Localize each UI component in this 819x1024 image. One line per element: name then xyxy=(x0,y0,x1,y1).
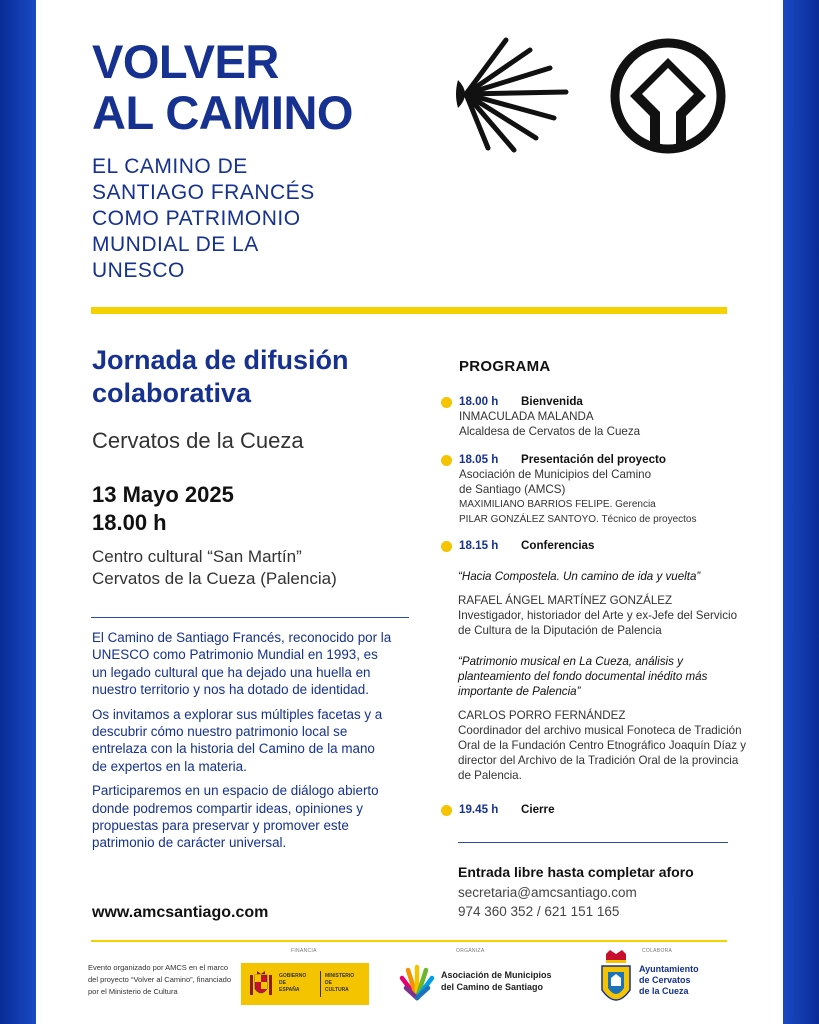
program-item: 19.45 h Cierre xyxy=(441,802,741,817)
bullet-dot xyxy=(441,397,452,408)
yellow-divider xyxy=(91,307,727,314)
cervatos-coat-of-arms-icon xyxy=(598,950,634,1012)
footer-note: Evento organizado por AMCS en el marco del proyecto “Volver al Camino”, financiado por el Ministerio de Cultura xyxy=(88,963,231,996)
email-link[interactable]: secretaria@amcsantiago.com xyxy=(458,885,637,900)
description-paragraph: Participaremos en un espacio de diálogo abierto donde podremos compartir ideas, opiniones y propuestas para preservar y promover este patrimonio de carácter universal. xyxy=(92,783,379,851)
footer-divider xyxy=(91,940,727,942)
program-title: PROGRAMA xyxy=(459,358,551,375)
poster xyxy=(36,0,783,1024)
amcs-logo-icon xyxy=(398,964,436,1002)
gobierno-text: GOBIERNO DE ESPAÑA xyxy=(279,973,307,993)
bullet-dot xyxy=(441,455,452,466)
ayuntamiento-name: Ayuntamiento de Cervatos de la Cueza xyxy=(639,964,699,996)
event-venue: Centro cultural “San Martín” Cervatos de la Cueza (Palencia) xyxy=(92,547,337,588)
program-item: 18.00 h Bienvenida INMACULADA MALANDA Alcaldesa de Cervatos de la Cueza xyxy=(441,394,741,439)
description-paragraph: El Camino de Santiago Francés, reconocido por la UNESCO como Patrimonio Mundial en 1993, es un legado cultural que ha dejado una huella en nuestro territorio y nos ha dotado de identidad. xyxy=(92,630,392,698)
phone-numbers: 974 360 352 / 621 151 165 xyxy=(458,904,620,919)
gobierno-logo xyxy=(241,963,369,1005)
world-heritage-icon xyxy=(608,36,728,156)
logo-separator xyxy=(320,971,321,997)
label-financia: FINANCIA xyxy=(291,948,317,954)
program-item: 18.15 h Conferencias xyxy=(441,538,741,553)
bullet-dot xyxy=(441,541,452,552)
event-title: Jornada de difusión colaborativa xyxy=(92,345,349,408)
main-title: VOLVER AL CAMINO xyxy=(92,35,353,139)
website-link[interactable]: www.amcsantiago.com xyxy=(92,904,269,921)
label-colabora: COLABORA xyxy=(642,948,673,954)
talk: “Hacia Compostela. Un camino de ida y vuelta” RAFAEL ÁNGEL MARTÍNEZ GONZÁLEZ Investigador, historiador del Arte y ex-Jefe del Servicio de Cultura de la Diputación de Palencia xyxy=(458,570,738,637)
label-organiza: ORGANIZA xyxy=(456,948,485,954)
subtitle: EL CAMINO DE SANTIAGO FRANCÉS COMO PATRIMONIO MUNDIAL DE LA UNESCO xyxy=(92,155,315,282)
spain-coat-of-arms-icon xyxy=(247,969,275,999)
ministerio-text: MINISTERIO DE CULTURA xyxy=(325,973,355,993)
description xyxy=(92,629,392,859)
bullet-dot xyxy=(441,805,452,816)
scallop-shell-icon xyxy=(454,36,576,156)
left-blue-border xyxy=(0,0,36,1024)
entry-note: Entrada libre hasta completar aforo xyxy=(458,864,694,880)
event-place: Cervatos de la Cueza xyxy=(92,428,304,453)
amcs-name: Asociación de Municipios del Camino de Santiago xyxy=(441,970,552,992)
talk: “Patrimonio musical en La Cueza, análisis y planteamiento del fondo documental inédito más importante de Palencia” CARLOS PORRO FERNÁNDEZ Coordinador del archivo musical Fonoteca de Tradición Oral de la Fundación Centro Etnográfico Joaquín Díaz y director del Archivo de la Tradición Oral de la provincia de Palencia. xyxy=(458,655,747,782)
event-datetime: 13 Mayo 2025 18.00 h xyxy=(92,482,234,535)
right-rule xyxy=(458,842,728,843)
description-paragraph: Os invitamos a explorar sus múltiples facetas y a descubrir cómo nuestro patrimonio local se entrelaza con la historia del Camino de la mano de expertos en la materia. xyxy=(92,706,383,774)
left-rule xyxy=(91,617,409,618)
contact-info xyxy=(458,883,637,921)
right-blue-border xyxy=(783,0,819,1024)
program-item: 18.05 h Presentación del proyecto Asociación de Municipios del Camino de Santiago (AMCS) MAXIMILIANO BARRIOS FELIPE. Gerencia PILAR GONZÁLEZ SANTOYO. Técnico de proyectos xyxy=(441,452,741,527)
